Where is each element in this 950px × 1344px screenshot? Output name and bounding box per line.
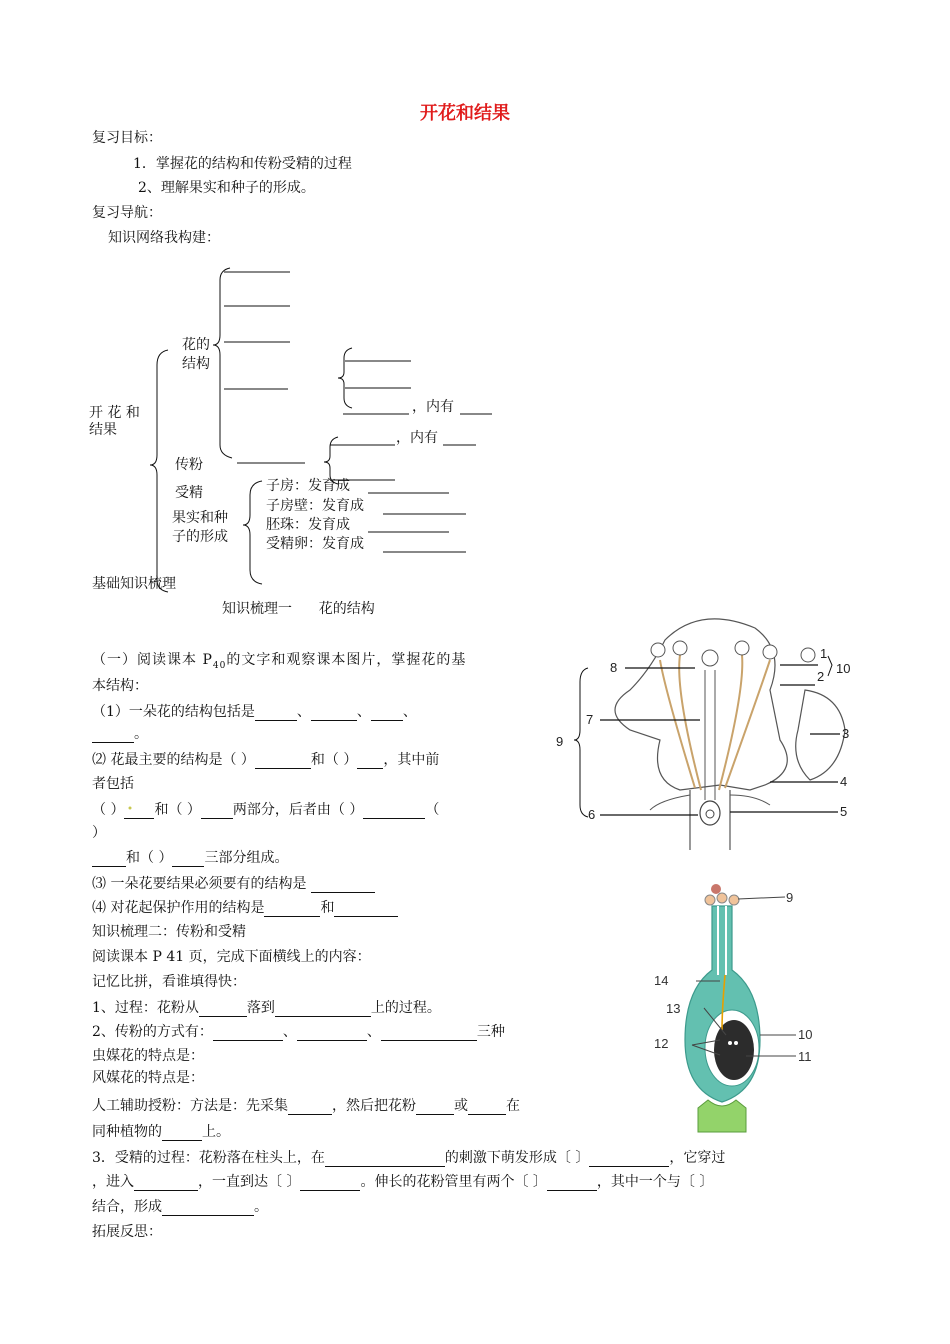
- q2-parts-2: 和（ ） 三部分组成。: [92, 850, 288, 867]
- flower-label-10: 10: [836, 661, 851, 676]
- pistil-label-9: 9: [786, 890, 794, 905]
- tree-inner-2: ，内有: [396, 430, 438, 446]
- q2-cont: 者包括: [92, 776, 134, 792]
- section1-intro-2: 本结构：: [92, 678, 148, 694]
- tree-ovary: 子房：发育成: [266, 478, 350, 494]
- knowledge-tree-brackets: [0, 0, 950, 600]
- tree-flower-structure-2: 结构: [182, 356, 210, 372]
- q2: ⑵ 花最主要的结构是（ ） 和（ ） ，其中前: [92, 752, 440, 768]
- section1-heading: 知识梳理一 花的结构: [222, 601, 375, 617]
- tree-fruit-seed-2: 子的形成: [172, 529, 228, 545]
- fertilization-1: 3．受精的过程：花粉落在柱头上，在 的刺激下萌发形成〔 〕 ，它穿过: [92, 1150, 726, 1166]
- q3: ⑶ 一朵花要结果必须要有的结构是: [92, 876, 375, 893]
- p1: 1、过程：花粉从 落到 上的过程。: [92, 1000, 441, 1016]
- tree-ovary-wall: 子房壁：发育成: [266, 498, 364, 514]
- objective-1: 1．掌握花的结构和传粉受精的过程: [133, 156, 352, 172]
- hand-pollination: 人工辅助授粉：方法是：先采集 ，然后把花粉 或 在: [92, 1098, 520, 1114]
- q1: （1）一朵花的结构包括是 、 、 、: [92, 704, 417, 720]
- flower-label-8: 8: [610, 660, 618, 675]
- p2: 2、传粉的方式有： 、 、 三种: [92, 1024, 505, 1040]
- flower-label-4: 4: [840, 774, 848, 789]
- tree-root-2: 结果: [89, 422, 117, 438]
- objectives-heading: 复习目标：: [92, 130, 162, 146]
- hand-pollination-2: 同种植物的 上。: [92, 1124, 230, 1140]
- section2-read: 阅读课本 P 41 页，完成下面横线上的内容：: [92, 949, 371, 965]
- section1-intro: （一）阅读课本 $P_{40}$的文字和观察课本图片，掌握花的基: [92, 652, 467, 671]
- tree-root: 开 花 和: [89, 405, 140, 421]
- pistil-label-10: 10: [798, 1027, 813, 1042]
- flower-label-2: 2: [817, 669, 825, 684]
- network-heading: 知识网络我构建：: [108, 230, 220, 246]
- pistil-label-11: 11: [798, 1049, 812, 1064]
- flower-label-5: 5: [840, 804, 848, 819]
- page-title: 开花和结果: [420, 103, 510, 124]
- pistil-label-12: 12: [654, 1036, 669, 1051]
- pistil-diagram: [650, 880, 850, 1135]
- flower-structure-diagram: [556, 610, 890, 860]
- tree-zygote: 受精卵：发育成: [266, 536, 364, 552]
- pistil-label-13: 13: [666, 1001, 681, 1016]
- flower-label-9: 9: [556, 734, 564, 749]
- wind-pollinated: 风媒花的特点是：: [92, 1070, 204, 1086]
- insect-pollinated: 虫媒花的特点是：: [92, 1048, 204, 1064]
- tree-ovule: 胚珠：发育成: [266, 517, 350, 533]
- q2-parts: （ ） 和（ ） 两部分，后者由（ ） （: [92, 802, 440, 818]
- q4: ⑷ 对花起保护作用的结构是 和: [92, 900, 398, 917]
- navigation-heading: 复习导航：: [92, 205, 162, 221]
- flower-label-7: 7: [586, 712, 594, 727]
- reflection: 拓展反思：: [92, 1224, 162, 1240]
- tree-flower-structure: 花的: [182, 337, 210, 353]
- objective-2: 2、理解果实和种子的形成。: [138, 180, 315, 196]
- pistil-label-14: 14: [654, 973, 669, 988]
- tree-fruit-seed: 果实和种: [172, 510, 228, 526]
- tree-fertilization: 受精: [175, 485, 203, 501]
- tree-inner-1: ，内有: [412, 399, 454, 415]
- flower-label-6: 6: [588, 807, 596, 822]
- basics-heading: 基础知识梳理: [92, 576, 176, 592]
- q2-close: ）: [92, 825, 106, 841]
- section2-memory: 记忆比拼，看谁填得快：: [92, 974, 246, 990]
- flower-label-3: 3: [842, 726, 850, 741]
- flower-label-1: 1: [820, 646, 828, 661]
- fertilization-2: ，进入 ，一直到达〔 〕 。伸长的花粉管里有两个〔 〕 ，其中一个与〔 〕: [92, 1174, 714, 1190]
- tree-pollination: 传粉: [175, 457, 203, 473]
- section2-heading: 知识梳理二：传粉和受精: [92, 924, 246, 940]
- q1-end: 。: [92, 726, 148, 743]
- fertilization-3: 结合，形成 。: [92, 1199, 268, 1215]
